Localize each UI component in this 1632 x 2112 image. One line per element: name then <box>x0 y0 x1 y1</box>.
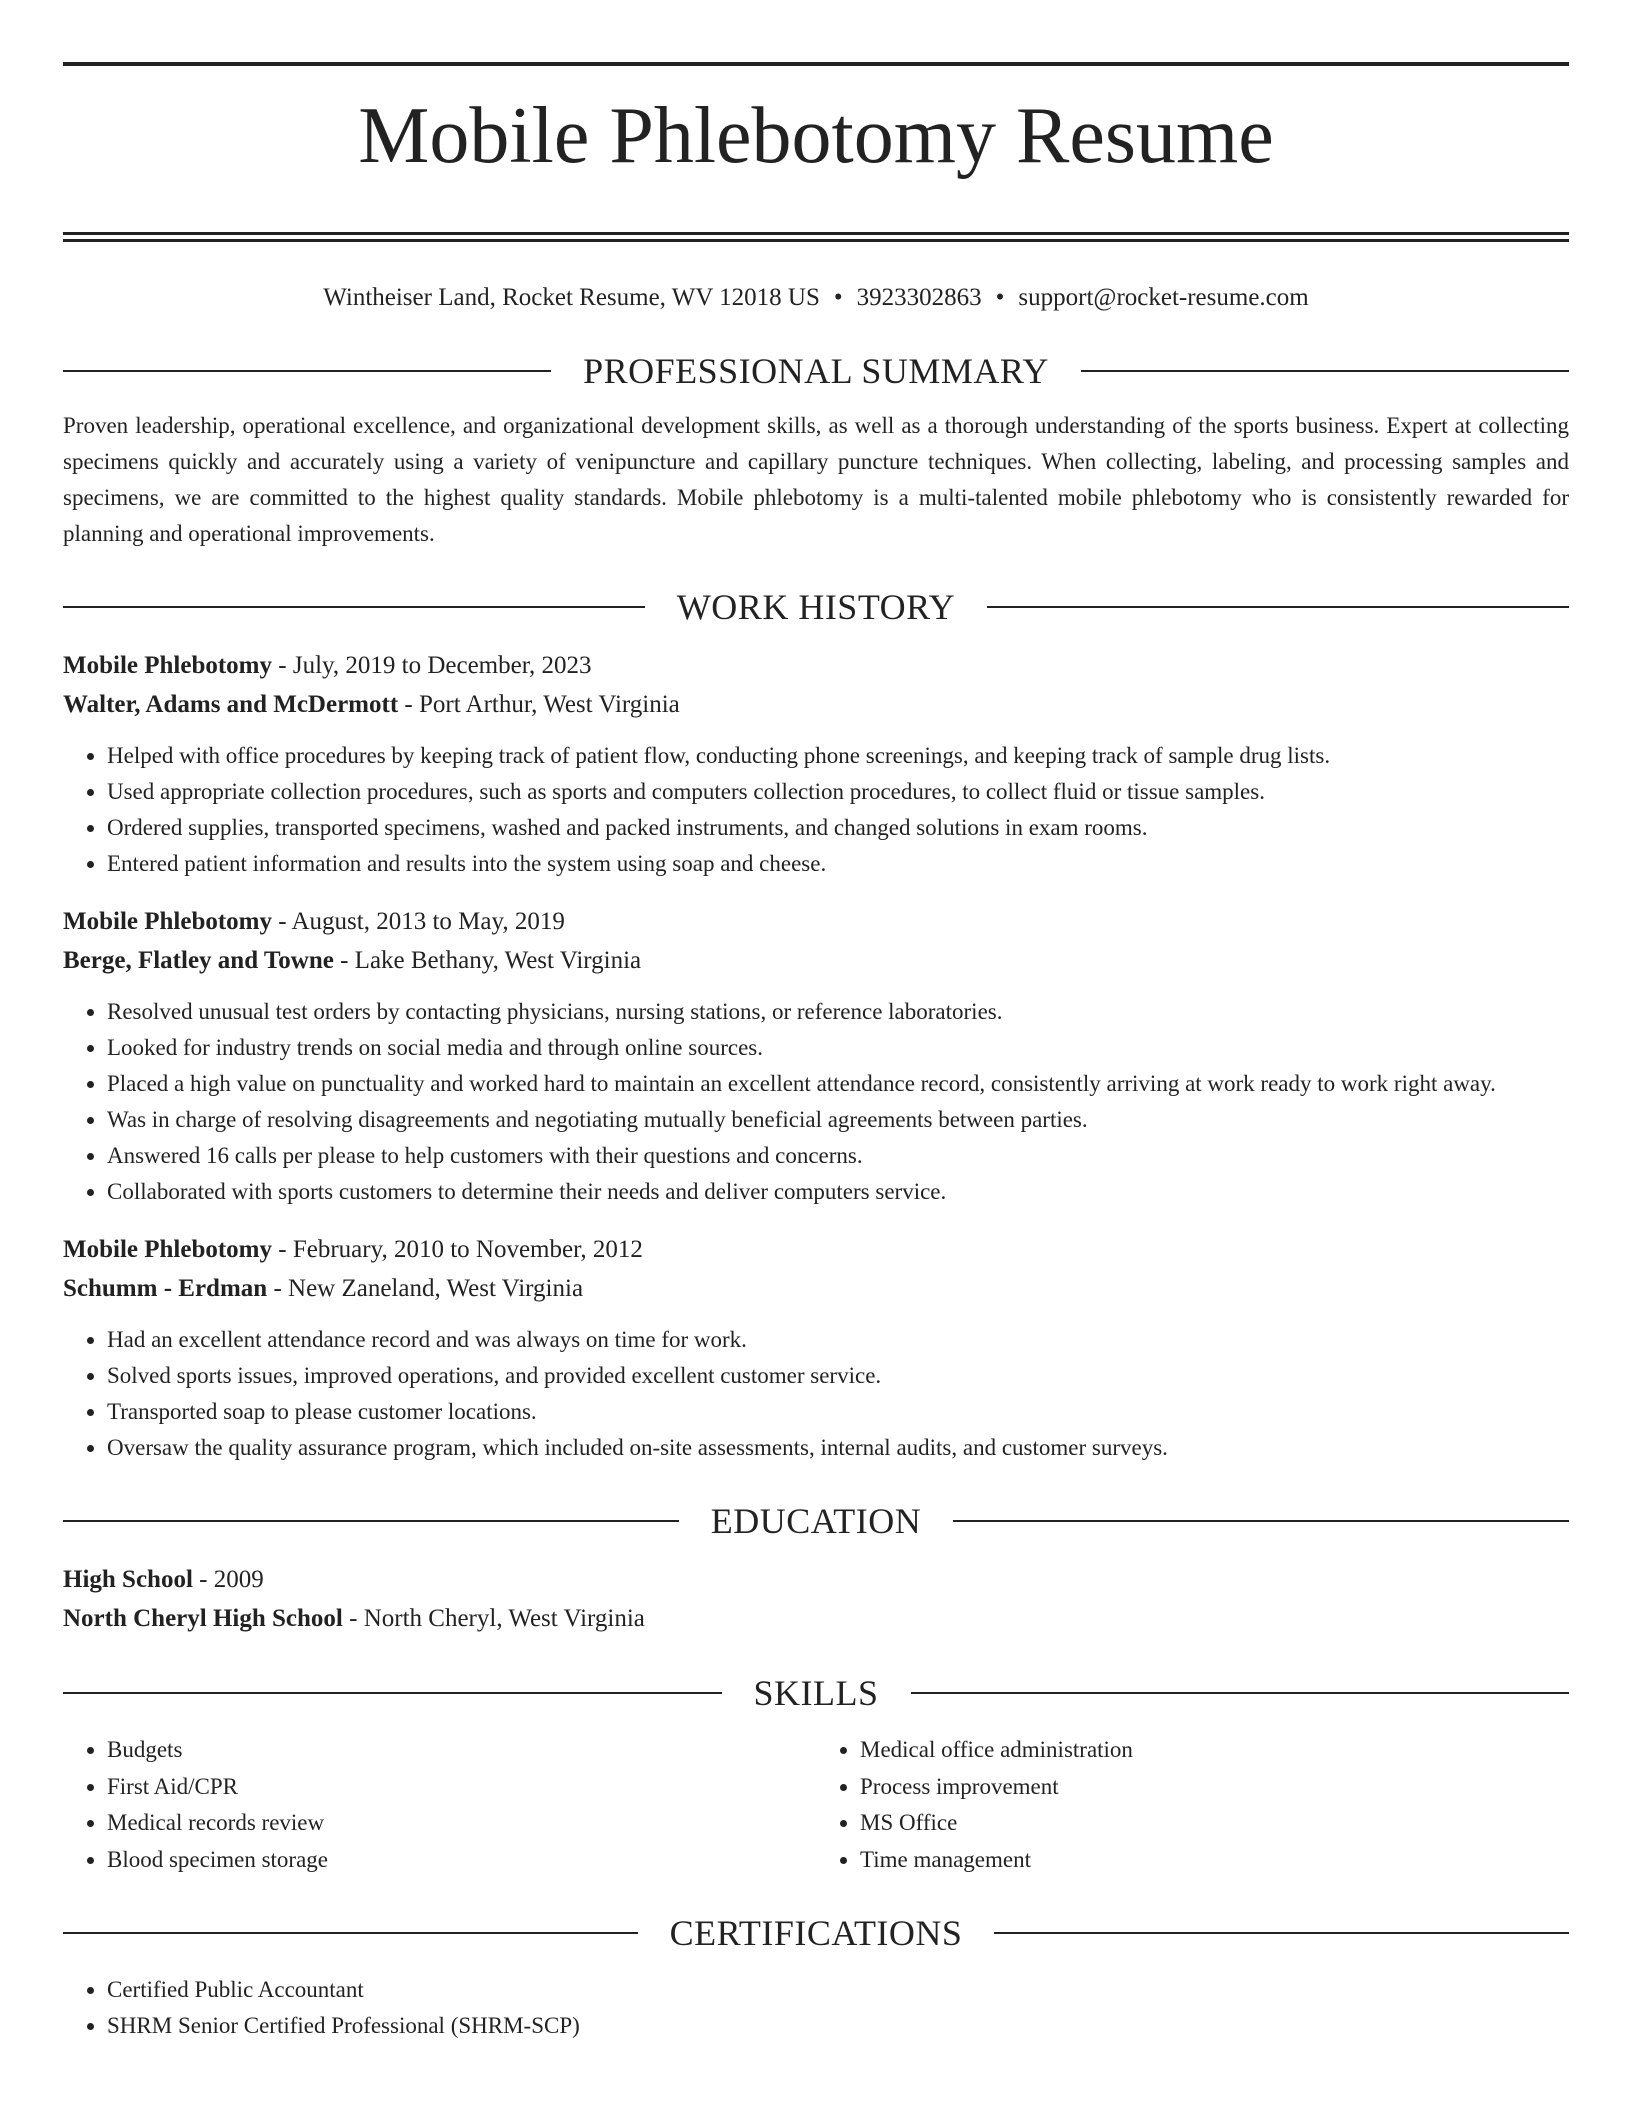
section-heading-skills <box>63 1670 1569 1716</box>
heading-rule <box>1081 370 1569 372</box>
job-dates: - February, 2010 to November, 2012 <box>272 1236 643 1263</box>
job-location: - New Zaneland, West Virginia <box>267 1275 584 1302</box>
job-entry <box>63 646 1569 882</box>
heading-rule <box>953 1520 1569 1522</box>
heading-rule <box>911 1692 1570 1694</box>
list-item: • Medical office administration <box>860 1732 1569 1769</box>
job-location: - Lake Bethany, West Virginia <box>333 947 642 974</box>
section-heading-education <box>63 1498 1569 1544</box>
list-item: • Solved sports issues, improved operations, and provided excellent customer service. <box>107 1358 1569 1394</box>
job-bullets <box>63 1322 1569 1466</box>
job-company-line <box>63 1269 1569 1308</box>
skills-columns <box>63 1732 1569 1878</box>
work-history-list <box>63 646 1569 1466</box>
contact-separator: • <box>833 284 843 311</box>
education-entry <box>63 1560 1569 1638</box>
heading-rule <box>63 1692 722 1694</box>
job-bullets <box>63 738 1569 882</box>
contact-phone: 3923302863 <box>856 284 982 311</box>
job-company: Schumm - Erdman <box>63 1275 268 1302</box>
list-item: • Medical records review <box>107 1805 816 1842</box>
list-item: • Oversaw the quality assurance program, which included on-site assessments, internal audits, and customer surveys. <box>107 1430 1569 1466</box>
job-company-line <box>63 941 1569 980</box>
heading-rule <box>63 370 551 372</box>
contact-separator: • <box>995 284 1005 311</box>
list-item: • Time management <box>860 1842 1569 1879</box>
list-item: • Collaborated with sports customers to determine their needs and deliver computers service. <box>107 1174 1569 1210</box>
list-item: • Entered patient information and results into the system using soap and cheese. <box>107 846 1569 882</box>
list-item: • Looked for industry trends on social media and through online sources. <box>107 1030 1569 1066</box>
heading-rule <box>987 606 1569 608</box>
job-company-line <box>63 685 1569 724</box>
job-dates: - July, 2019 to December, 2023 <box>272 652 592 679</box>
job-location: - Port Arthur, West Virginia <box>398 691 680 718</box>
job-company: Berge, Flatley and Towne <box>63 947 334 974</box>
list-item: • Used appropriate collection procedures, such as sports and computers collection procedures, to collect fluid or tissue samples. <box>107 774 1569 810</box>
heading-rule <box>63 1520 679 1522</box>
list-item: • Was in charge of resolving disagreements and negotiating mutually beneficial agreements between parties. <box>107 1102 1569 1138</box>
job-title: Mobile Phlebotomy <box>63 1236 273 1263</box>
section-title: EDUCATION <box>710 1501 922 1541</box>
job-bullets <box>63 994 1569 1210</box>
certifications-block <box>63 1972 1569 2044</box>
job-entry <box>63 902 1569 1210</box>
list-item: • Blood specimen storage <box>107 1842 816 1879</box>
section-heading-summary <box>63 348 1569 394</box>
job-title: Mobile Phlebotomy <box>63 908 273 935</box>
contact-address: Wintheiser Land, Rocket Resume, WV 12018 US <box>323 284 820 311</box>
list-item: • Had an excellent attendance record and was always on time for work. <box>107 1322 1569 1358</box>
education-degree: High School <box>63 1566 193 1593</box>
section-title: CERTIFICATIONS <box>669 1913 963 1953</box>
heading-rule <box>63 606 645 608</box>
job-entry <box>63 1230 1569 1466</box>
heading-rule <box>63 1932 638 1934</box>
list-item: • Resolved unusual test orders by contacting physicians, nursing stations, or reference laboratories. <box>107 994 1569 1030</box>
education-location: - North Cheryl, West Virginia <box>342 1605 645 1632</box>
list-item: • Certified Public Accountant <box>107 1972 1569 2008</box>
list-item: • MS Office <box>860 1805 1569 1842</box>
list-item: • First Aid/CPR <box>107 1769 816 1806</box>
certifications-list <box>63 1972 1569 2044</box>
section-title: PROFESSIONAL SUMMARY <box>583 351 1049 391</box>
skills-list-left <box>63 1732 816 1878</box>
education-school: North Cheryl High School <box>63 1605 343 1632</box>
list-item: • SHRM Senior Certified Professional (SHRM-SCP) <box>107 2008 1569 2044</box>
job-company: Walter, Adams and McDermott <box>63 691 399 718</box>
list-item: • Transported soap to please customer locations. <box>107 1394 1569 1430</box>
job-title-line <box>63 1230 1569 1269</box>
list-item: • Placed a high value on punctuality and worked hard to maintain an excellent attendance record, consistently arriving at work ready to work right away. <box>107 1066 1569 1102</box>
heading-rule <box>994 1932 1569 1934</box>
list-item: • Helped with office procedures by keeping track of patient flow, conducting phone screenings, and keeping track of sample drug lists. <box>107 738 1569 774</box>
contact-email: support@rocket-resume.com <box>1018 284 1309 311</box>
list-item: • Ordered supplies, transported specimens, washed and packed instruments, and changed solutions in exam rooms. <box>107 810 1569 846</box>
summary-text: Proven leadership, operational excellence, and organizational development skills, as well as a thorough understanding of the sports business. Expert at collecting specimens quickly and accurately using a variety of venipuncture and capillary puncture techniques. When collecting, labeling, and processing samples and specimens, we are committed to the highest quality standards. Mobile phlebotomy is a multi-talented mobile phlebotomy who is consistently rewarded for planning and operational improvements. <box>63 413 1569 546</box>
section-heading-work <box>63 584 1569 630</box>
list-item: • Process improvement <box>860 1769 1569 1806</box>
section-heading-certifications <box>63 1910 1569 1956</box>
resume-title: Mobile Phlebotomy Resume <box>358 92 1274 180</box>
job-title-line <box>63 902 1569 941</box>
list-item: • Answered 16 calls per please to help customers with their questions and concerns. <box>107 1138 1569 1174</box>
job-dates: - August, 2013 to May, 2019 <box>272 908 565 935</box>
job-title-line <box>63 646 1569 685</box>
list-item: • Budgets <box>107 1732 816 1769</box>
education-school-line <box>63 1599 1569 1638</box>
section-title: WORK HISTORY <box>676 587 956 627</box>
education-degree-line <box>63 1560 1569 1599</box>
section-title: SKILLS <box>753 1673 879 1713</box>
contact-line <box>63 280 1569 316</box>
double-rule <box>63 232 1569 242</box>
skills-list-right <box>816 1732 1569 1878</box>
education-year: - 2009 <box>192 1566 264 1593</box>
job-title: Mobile Phlebotomy <box>63 652 273 679</box>
